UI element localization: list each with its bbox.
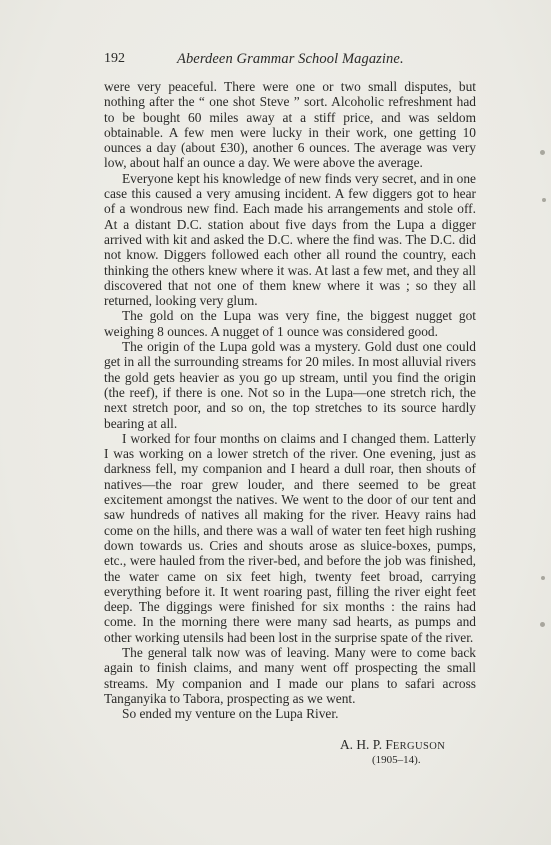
page-header [104,51,464,69]
author-initials: A. H. P. F [340,737,393,752]
paper-speck [540,622,545,627]
running-title: Aberdeen Grammar School Magazine. [177,51,404,67]
page-number: 192 [104,51,125,66]
paragraph: The origin of the Lupa gold was a mystery. Gold dust one could get in all the surrounding streams for 20 miles. In most alluvial rivers the gold gets heavier as you go up stream, until you find the origin (the reef), if there is one. Not so in the Lupa—one stretch rich, the next stretch poor, and so on, the top stretches to its source hardly bearing at all. [104,339,476,431]
author-surname: ERGUSON [392,741,446,752]
paper-speck [541,576,545,580]
author-years: (1905–14). [372,754,421,766]
paper-speck [540,150,545,155]
paragraph: The general talk now was of leaving. Many were to come back again to finish claims, and many went off prospecting the small streams. My companion and I made our plans to safari across Tanganyika to Tabora, prospecting as we went. [104,644,476,706]
paper-speck [542,198,546,202]
paragraph: Everyone kept his knowledge of new finds very secret, and in one case this caused a very amusing incident. A few diggers got to hear of a wondrous new find. Each made his arrangements and stole off. At a distant D.C. station about five days from the Lupa a digger arrived with kit and asked the D.C. where the find was. The D.C. did not know. Diggers followed each other all round the country, each thinking the others knew where it was. At last a few met, and they all discovered that not one of them knew where it was ; so they all returned, looking very glum. [104,170,476,309]
paragraph: were very peaceful. There were one or two small disputes, but nothing after the “ one shot Steve ” sort. Alcoholic refreshment had to be bought 60 miles away at a stiff price, and was seldom obtainable. A few men were lucky in their work, one getting 10 ounces a day (about £30), another 6 ounces. The average was very low, about half an ounce a day. We were above the average. [104,79,476,171]
author-signature [340,737,445,753]
paragraph: So ended my venture on the Lupa River. [122,706,339,722]
paragraph: The gold on the Lupa was very fine, the biggest nugget got weighing 8 ounces. A nugget of 1 ounce was considered good. [104,308,476,339]
article-body [104,79,476,721]
paragraph: I worked for four months on claims and I changed them. Latterly I was working on a lower stretch of the river. One evening, just as darkness fell, my companion and I heard a dull roar, then shouts of natives—the roar grew louder, and there seemed to be great excitement amongst the natives. We went to the door of our tent and saw hundreds of natives all making for the river. Heavy rains had come on the hills, and there was a wall of water ten feet high rushing down towards us. Cries and shouts arose as sluice-boxes, pumps, etc., were hauled from the river-bed, and before the job was finished, the water came on six feet high, twenty feet broad, carrying everything before it. It went roaring past, filling the river eight feet deep. The diggings were finished for six months : the rains had come. In the morning there were many sad hearts, as pumps and other working utensils had been lost in the surprise spate of the river. [104,430,476,645]
